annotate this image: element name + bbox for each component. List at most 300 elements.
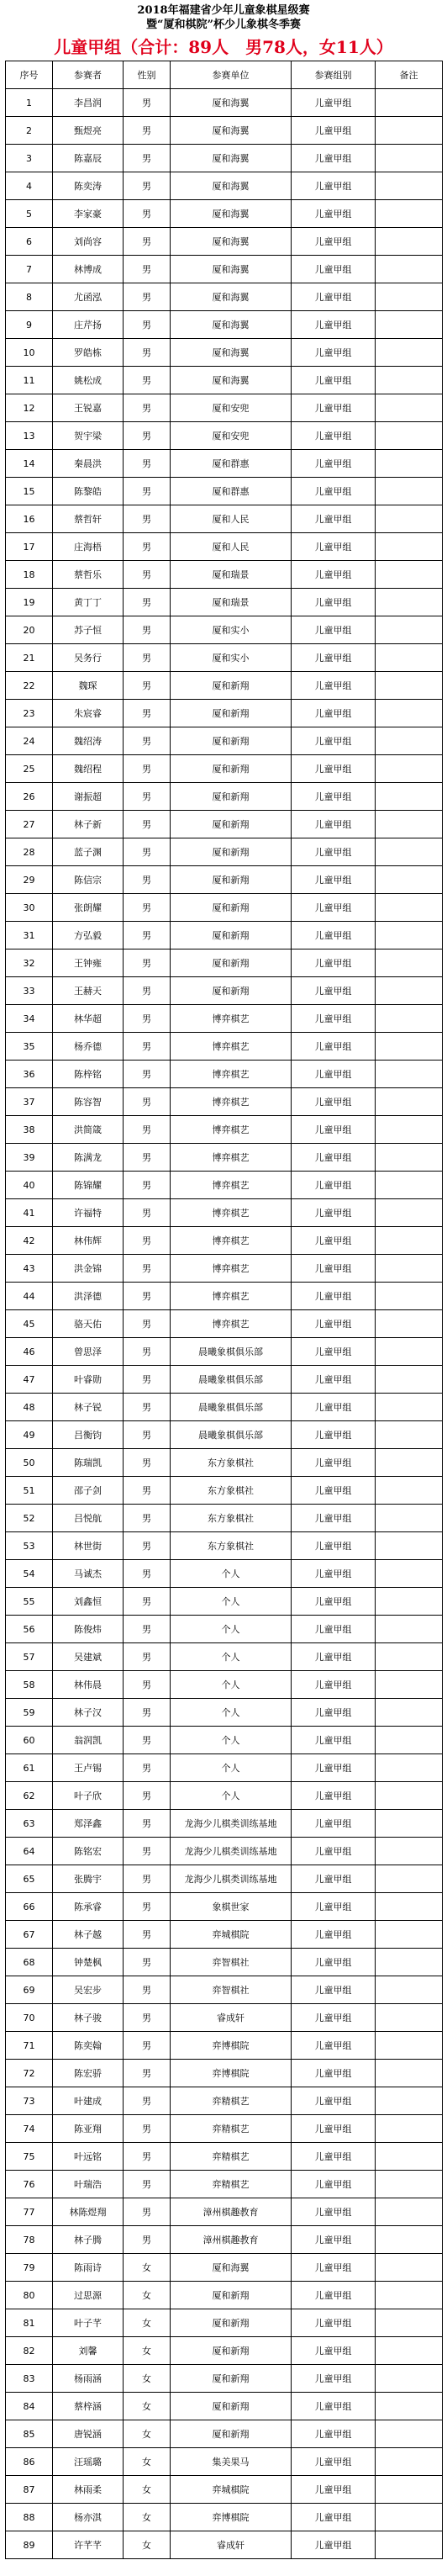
- cell-group: 儿童甲组: [292, 1949, 376, 1976]
- cell-gender: 男: [124, 1061, 171, 1088]
- cell-number: 63: [6, 1810, 53, 1838]
- cell-gender: 男: [124, 1782, 171, 1810]
- cell-group: 儿童甲组: [292, 1088, 376, 1116]
- cell-group: 儿童甲组: [292, 1255, 376, 1283]
- cell-number: 7: [6, 256, 53, 283]
- cell-unit: 博弈棋艺: [171, 1033, 292, 1061]
- cell-player: 蓝子渊: [53, 838, 124, 866]
- cell-remarks: [376, 145, 443, 172]
- cell-unit: 睿成轩: [171, 2004, 292, 2032]
- cell-gender: 男: [124, 1338, 171, 1366]
- cell-gender: 男: [124, 1283, 171, 1310]
- cell-group: 儿童甲组: [292, 811, 376, 838]
- cell-remarks: [376, 450, 443, 478]
- cell-remarks: [376, 2531, 443, 2559]
- table-row: [6, 172, 443, 200]
- cell-group: 儿童甲组: [292, 2171, 376, 2198]
- cell-number: 79: [6, 2254, 53, 2282]
- cell-number: 32: [6, 949, 53, 977]
- cell-group: 儿童甲组: [292, 1199, 376, 1227]
- table-row: [6, 700, 443, 727]
- table-row: [6, 2282, 443, 2309]
- cell-gender: 男: [124, 1227, 171, 1255]
- table-row: [6, 644, 443, 672]
- cell-gender: 男: [124, 1754, 171, 1782]
- cell-group: 儿童甲组: [292, 117, 376, 145]
- cell-remarks: [376, 172, 443, 200]
- cell-unit: 厦和新翔: [171, 2309, 292, 2337]
- table-row: [6, 2087, 443, 2115]
- cell-unit: 厦和安兜: [171, 394, 292, 422]
- table-row: [6, 1560, 443, 1588]
- cell-remarks: [376, 2115, 443, 2143]
- cell-remarks: [376, 672, 443, 700]
- cell-unit: 个人: [171, 1643, 292, 1671]
- table-row: [6, 1421, 443, 1449]
- cell-number: 22: [6, 672, 53, 700]
- cell-unit: 象棋世家: [171, 1893, 292, 1921]
- cell-gender: 男: [124, 1421, 171, 1449]
- table-row: [6, 2420, 443, 2448]
- cell-group: 儿童甲组: [292, 1310, 376, 1338]
- cell-number: 59: [6, 1699, 53, 1727]
- cell-remarks: [376, 561, 443, 589]
- cell-gender: 男: [124, 977, 171, 1005]
- cell-player: 钟楚枫: [53, 1949, 124, 1976]
- cell-number: 36: [6, 1061, 53, 1088]
- cell-player: 刘鑫恒: [53, 1588, 124, 1616]
- table-row: [6, 1727, 443, 1754]
- cell-gender: 男: [124, 2032, 171, 2060]
- table-row: [6, 1921, 443, 1949]
- cell-gender: 女: [124, 2337, 171, 2365]
- cell-group: 儿童甲组: [292, 1005, 376, 1033]
- cell-remarks: [376, 1616, 443, 1643]
- cell-player: 魏绍涛: [53, 727, 124, 755]
- cell-gender: 男: [124, 672, 171, 700]
- cell-unit: 厦和新翔: [171, 672, 292, 700]
- table-row: [6, 256, 443, 283]
- cell-remarks: [376, 1727, 443, 1754]
- cell-player: 庄芹扬: [53, 311, 124, 339]
- cell-number: 72: [6, 2060, 53, 2087]
- cell-gender: 男: [124, 2171, 171, 2198]
- cell-unit: 个人: [171, 1560, 292, 1588]
- cell-number: 45: [6, 1310, 53, 1338]
- cell-remarks: [376, 1005, 443, 1033]
- cell-player: 蔡哲乐: [53, 561, 124, 589]
- cell-remarks: [376, 1477, 443, 1505]
- table-row: [6, 1699, 443, 1727]
- cell-gender: 男: [124, 1588, 171, 1616]
- cell-number: 51: [6, 1477, 53, 1505]
- cell-number: 35: [6, 1033, 53, 1061]
- cell-unit: 弈博棋院: [171, 2032, 292, 2060]
- cell-unit: 睿成轩: [171, 2531, 292, 2559]
- cell-unit: 东方象棋社: [171, 1477, 292, 1505]
- cell-number: 5: [6, 200, 53, 228]
- cell-remarks: [376, 533, 443, 561]
- cell-player: 过思源: [53, 2282, 124, 2309]
- cell-remarks: [376, 1949, 443, 1976]
- cell-player: 陈宏骄: [53, 2060, 124, 2087]
- cell-group: 儿童甲组: [292, 1033, 376, 1061]
- table-row: [6, 755, 443, 783]
- cell-unit: 博弈棋艺: [171, 1144, 292, 1172]
- cell-number: 81: [6, 2309, 53, 2337]
- table-row: [6, 1893, 443, 1921]
- table-row: [6, 1227, 443, 1255]
- cell-gender: 男: [124, 283, 171, 311]
- cell-group: 儿童甲组: [292, 1338, 376, 1366]
- cell-player: 陈嘉辰: [53, 145, 124, 172]
- table-row: [6, 1949, 443, 1976]
- cell-player: 叶瑞浩: [53, 2171, 124, 2198]
- column-header-number: 序号: [6, 61, 53, 89]
- cell-group: 儿童甲组: [292, 755, 376, 783]
- cell-player: 魏绍程: [53, 755, 124, 783]
- cell-unit: 厦和海翼: [171, 172, 292, 200]
- cell-number: 74: [6, 2115, 53, 2143]
- table-row: [6, 589, 443, 616]
- cell-group: 儿童甲组: [292, 172, 376, 200]
- cell-gender: 男: [124, 1699, 171, 1727]
- cell-number: 31: [6, 922, 53, 949]
- cell-gender: 女: [124, 2393, 171, 2420]
- table-row: [6, 1088, 443, 1116]
- cell-number: 9: [6, 311, 53, 339]
- cell-unit: 龙海少儿棋类训练基地: [171, 1838, 292, 1865]
- table-row: [6, 1865, 443, 1893]
- cell-group: 儿童甲组: [292, 2365, 376, 2393]
- cell-remarks: [376, 200, 443, 228]
- cell-group: 儿童甲组: [292, 1976, 376, 2004]
- column-header-player: 参赛者: [53, 61, 124, 89]
- cell-remarks: [376, 1782, 443, 1810]
- cell-group: 儿童甲组: [292, 589, 376, 616]
- cell-number: 24: [6, 727, 53, 755]
- cell-unit: 个人: [171, 1616, 292, 1643]
- cell-remarks: [376, 1227, 443, 1255]
- cell-remarks: [376, 1838, 443, 1865]
- cell-group: 儿童甲组: [292, 1144, 376, 1172]
- cell-gender: 男: [124, 1199, 171, 1227]
- cell-number: 56: [6, 1616, 53, 1643]
- cell-gender: 男: [124, 1976, 171, 2004]
- cell-number: 49: [6, 1421, 53, 1449]
- cell-group: 儿童甲组: [292, 533, 376, 561]
- column-header-unit: 参赛单位: [171, 61, 292, 89]
- cell-gender: 男: [124, 1366, 171, 1394]
- cell-player: 张腾宇: [53, 1865, 124, 1893]
- cell-unit: 个人: [171, 1727, 292, 1754]
- cell-number: 16: [6, 505, 53, 533]
- cell-unit: 博弈棋艺: [171, 1172, 292, 1199]
- cell-gender: 男: [124, 727, 171, 755]
- cell-gender: 男: [124, 478, 171, 505]
- cell-remarks: [376, 1560, 443, 1588]
- table-row: [6, 2060, 443, 2087]
- cell-unit: 集美果马: [171, 2448, 292, 2476]
- cell-group: 儿童甲组: [292, 616, 376, 644]
- cell-remarks: [376, 2365, 443, 2393]
- cell-gender: 男: [124, 1643, 171, 1671]
- cell-unit: 东方象棋社: [171, 1532, 292, 1560]
- cell-group: 儿童甲组: [292, 1616, 376, 1643]
- cell-unit: 弈智棋社: [171, 1976, 292, 2004]
- table-row: [6, 394, 443, 422]
- cell-remarks: [376, 866, 443, 894]
- cell-player: 陈奕翰: [53, 2032, 124, 2060]
- cell-unit: 厦和人民: [171, 505, 292, 533]
- cell-gender: 男: [124, 1616, 171, 1643]
- table-row: [6, 1810, 443, 1838]
- cell-number: 17: [6, 533, 53, 561]
- cell-number: 57: [6, 1643, 53, 1671]
- cell-group: 儿童甲组: [292, 89, 376, 117]
- table-row: [6, 2226, 443, 2254]
- cell-unit: 弈城棋院: [171, 2476, 292, 2504]
- cell-remarks: [376, 1671, 443, 1699]
- cell-remarks: [376, 339, 443, 367]
- cell-group: 儿童甲组: [292, 2115, 376, 2143]
- cell-player: 林子锐: [53, 1394, 124, 1421]
- cell-number: 12: [6, 394, 53, 422]
- cell-number: 6: [6, 228, 53, 256]
- cell-remarks: [376, 1088, 443, 1116]
- table-row: [6, 2337, 443, 2365]
- cell-unit: 厦和新翔: [171, 949, 292, 977]
- cell-player: 张朗耀: [53, 894, 124, 922]
- cell-group: 儿童甲组: [292, 2143, 376, 2171]
- cell-unit: 厦和海翼: [171, 117, 292, 145]
- cell-gender: 男: [124, 1727, 171, 1754]
- cell-remarks: [376, 1283, 443, 1310]
- cell-unit: 个人: [171, 1699, 292, 1727]
- roster-table: [5, 61, 443, 2559]
- cell-number: 40: [6, 1172, 53, 1199]
- cell-number: 14: [6, 450, 53, 478]
- cell-gender: 男: [124, 2087, 171, 2115]
- cell-group: 儿童甲组: [292, 2448, 376, 2476]
- table-row: [6, 2198, 443, 2226]
- table-row: [6, 283, 443, 311]
- table-row: [6, 561, 443, 589]
- cell-player: 王钟雍: [53, 949, 124, 977]
- cell-group: 儿童甲组: [292, 1893, 376, 1921]
- cell-player: 陈亚翔: [53, 2115, 124, 2143]
- cell-number: 83: [6, 2365, 53, 2393]
- cell-remarks: [376, 1449, 443, 1477]
- cell-unit: 个人: [171, 1782, 292, 1810]
- cell-player: 刘馨: [53, 2337, 124, 2365]
- cell-player: 李家豪: [53, 200, 124, 228]
- cell-number: 68: [6, 1949, 53, 1976]
- cell-player: 杨乔德: [53, 1033, 124, 1061]
- cell-group: 儿童甲组: [292, 2087, 376, 2115]
- cell-number: 62: [6, 1782, 53, 1810]
- table-row: [6, 977, 443, 1005]
- cell-unit: 弈精棋艺: [171, 2171, 292, 2198]
- cell-player: 陈俊炜: [53, 1616, 124, 1643]
- table-row: [6, 1754, 443, 1782]
- column-header-remarks: 备注: [376, 61, 443, 89]
- cell-unit: 博弈棋艺: [171, 1116, 292, 1144]
- cell-group: 儿童甲组: [292, 1643, 376, 1671]
- table-row: [6, 2032, 443, 2060]
- cell-player: 罗皓栋: [53, 339, 124, 367]
- cell-player: 叶子芊: [53, 2309, 124, 2337]
- cell-gender: 女: [124, 2448, 171, 2476]
- cell-player: 陈满龙: [53, 1144, 124, 1172]
- cell-group: 儿童甲组: [292, 1477, 376, 1505]
- cell-unit: 厦和新翔: [171, 2365, 292, 2393]
- cell-remarks: [376, 2420, 443, 2448]
- cell-unit: 博弈棋艺: [171, 1227, 292, 1255]
- cell-group: 儿童甲组: [292, 2226, 376, 2254]
- table-row: [6, 2531, 443, 2559]
- cell-number: 8: [6, 283, 53, 311]
- cell-remarks: [376, 1199, 443, 1227]
- cell-group: 儿童甲组: [292, 283, 376, 311]
- cell-player: 林伟辉: [53, 1227, 124, 1255]
- cell-number: 65: [6, 1865, 53, 1893]
- cell-unit: 厦和海翼: [171, 89, 292, 117]
- cell-number: 39: [6, 1144, 53, 1172]
- cell-group: 儿童甲组: [292, 1588, 376, 1616]
- cell-group: 儿童甲组: [292, 894, 376, 922]
- cell-group: 儿童甲组: [292, 505, 376, 533]
- cell-number: 87: [6, 2476, 53, 2504]
- cell-number: 23: [6, 700, 53, 727]
- cell-unit: 厦和新翔: [171, 838, 292, 866]
- cell-remarks: [376, 1921, 443, 1949]
- cell-gender: 男: [124, 311, 171, 339]
- cell-number: 38: [6, 1116, 53, 1144]
- cell-unit: 弈智棋社: [171, 1949, 292, 1976]
- cell-gender: 女: [124, 2531, 171, 2559]
- cell-player: 陈承睿: [53, 1893, 124, 1921]
- cell-unit: 厦和群惠: [171, 478, 292, 505]
- cell-gender: 女: [124, 2365, 171, 2393]
- table-header-row: [6, 61, 443, 89]
- cell-number: 29: [6, 866, 53, 894]
- cell-group: 儿童甲组: [292, 1782, 376, 1810]
- cell-gender: 男: [124, 1560, 171, 1588]
- cell-remarks: [376, 1033, 443, 1061]
- cell-remarks: [376, 1532, 443, 1560]
- cell-remarks: [376, 1310, 443, 1338]
- cell-number: 69: [6, 1976, 53, 2004]
- cell-remarks: [376, 2282, 443, 2309]
- cell-gender: 男: [124, 894, 171, 922]
- cell-group: 儿童甲组: [292, 1560, 376, 1588]
- cell-remarks: [376, 2004, 443, 2032]
- cell-group: 儿童甲组: [292, 700, 376, 727]
- cell-group: 儿童甲组: [292, 1810, 376, 1838]
- cell-number: 10: [6, 339, 53, 367]
- cell-player: 叶远铭: [53, 2143, 124, 2171]
- cell-group: 儿童甲组: [292, 367, 376, 394]
- cell-player: 苏子恒: [53, 616, 124, 644]
- cell-gender: 男: [124, 200, 171, 228]
- cell-unit: 厦和海翼: [171, 2254, 292, 2282]
- cell-group: 儿童甲组: [292, 394, 376, 422]
- cell-unit: 东方象棋社: [171, 1449, 292, 1477]
- cell-gender: 男: [124, 367, 171, 394]
- cell-gender: 男: [124, 533, 171, 561]
- table-row: [6, 339, 443, 367]
- table-row: [6, 922, 443, 949]
- table-row: [6, 2254, 443, 2282]
- table-row: [6, 89, 443, 117]
- cell-player: 陈梓铭: [53, 1061, 124, 1088]
- cell-unit: 博弈棋艺: [171, 1005, 292, 1033]
- table-row: [6, 1366, 443, 1394]
- cell-player: 吕衡钧: [53, 1421, 124, 1449]
- table-row: [6, 2365, 443, 2393]
- cell-unit: 博弈棋艺: [171, 1088, 292, 1116]
- cell-unit: 厦和新翔: [171, 977, 292, 1005]
- cell-gender: 男: [124, 117, 171, 145]
- table-row: [6, 949, 443, 977]
- cell-remarks: [376, 2143, 443, 2171]
- cell-remarks: [376, 2060, 443, 2087]
- table-row: [6, 117, 443, 145]
- cell-gender: 男: [124, 589, 171, 616]
- cell-remarks: [376, 700, 443, 727]
- cell-number: 88: [6, 2504, 53, 2531]
- cell-player: 曾思泽: [53, 1338, 124, 1366]
- cell-player: 朱宸睿: [53, 700, 124, 727]
- cell-number: 37: [6, 1088, 53, 1116]
- cell-remarks: [376, 2087, 443, 2115]
- cell-remarks: [376, 2254, 443, 2282]
- cell-number: 34: [6, 1005, 53, 1033]
- table-row: [6, 311, 443, 339]
- cell-remarks: [376, 644, 443, 672]
- cell-group: 儿童甲组: [292, 422, 376, 450]
- table-row: [6, 838, 443, 866]
- table-row: [6, 450, 443, 478]
- cell-player: 陈雨诗: [53, 2254, 124, 2282]
- cell-player: 谢振超: [53, 783, 124, 811]
- cell-player: 王卢锡: [53, 1754, 124, 1782]
- cell-group: 儿童甲组: [292, 561, 376, 589]
- table-row: [6, 1199, 443, 1227]
- cell-unit: 弈博棋院: [171, 2060, 292, 2087]
- cell-player: 叶睿勋: [53, 1366, 124, 1394]
- cell-number: 1: [6, 89, 53, 117]
- cell-number: 43: [6, 1255, 53, 1283]
- cell-group: 儿童甲组: [292, 1699, 376, 1727]
- cell-unit: 龙海少儿棋类训练基地: [171, 1865, 292, 1893]
- table-row: [6, 2393, 443, 2420]
- cell-group: 儿童甲组: [292, 1394, 376, 1421]
- cell-number: 77: [6, 2198, 53, 2226]
- cell-remarks: [376, 616, 443, 644]
- cell-unit: 博弈棋艺: [171, 1283, 292, 1310]
- cell-player: 刘尚容: [53, 228, 124, 256]
- cell-unit: 厦和新翔: [171, 922, 292, 949]
- cell-unit: 厦和实小: [171, 616, 292, 644]
- cell-group: 儿童甲组: [292, 1532, 376, 1560]
- cell-group: 儿童甲组: [292, 1671, 376, 1699]
- cell-unit: 厦和新翔: [171, 755, 292, 783]
- cell-unit: 厦和新翔: [171, 894, 292, 922]
- cell-unit: 晨曦象棋俱乐部: [171, 1394, 292, 1421]
- cell-gender: 男: [124, 838, 171, 866]
